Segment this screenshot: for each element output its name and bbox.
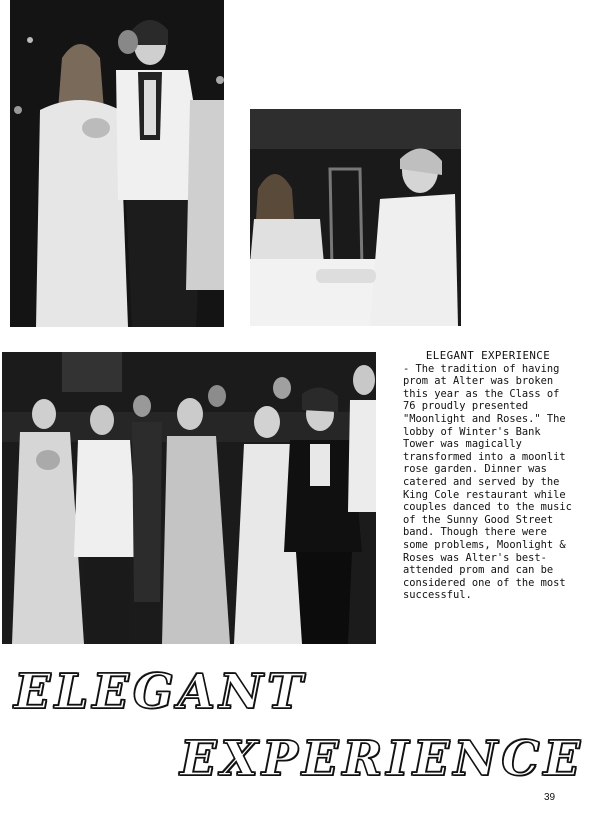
caption-title: ELEGANT EXPERIENCE bbox=[425, 349, 551, 362]
decorative-title-line1: ELEGANT bbox=[14, 664, 307, 720]
page-number: 39 bbox=[544, 792, 556, 803]
photo-prom-group bbox=[2, 352, 376, 644]
photo-couple-at-table bbox=[250, 109, 461, 326]
photo-couple-walking bbox=[10, 0, 224, 327]
caption bbox=[403, 350, 573, 602]
caption-body: - The tradition of having prom at Alter was broken this year as the Class of 76 proudly presented "Moonlight and Roses." The lobby of Winter's Bank Tower was magically transformed into a moonlit rose garden. Dinner was catered and served by the King Cole restaurant while couples danced to the music of the Sunny Good Street band. Though there were some problems, Moonlight & Roses was Alter's best-attended prom and can be considered one of the most successful. bbox=[403, 362, 572, 602]
decorative-title-line2: EXPERIENCE bbox=[180, 731, 585, 787]
